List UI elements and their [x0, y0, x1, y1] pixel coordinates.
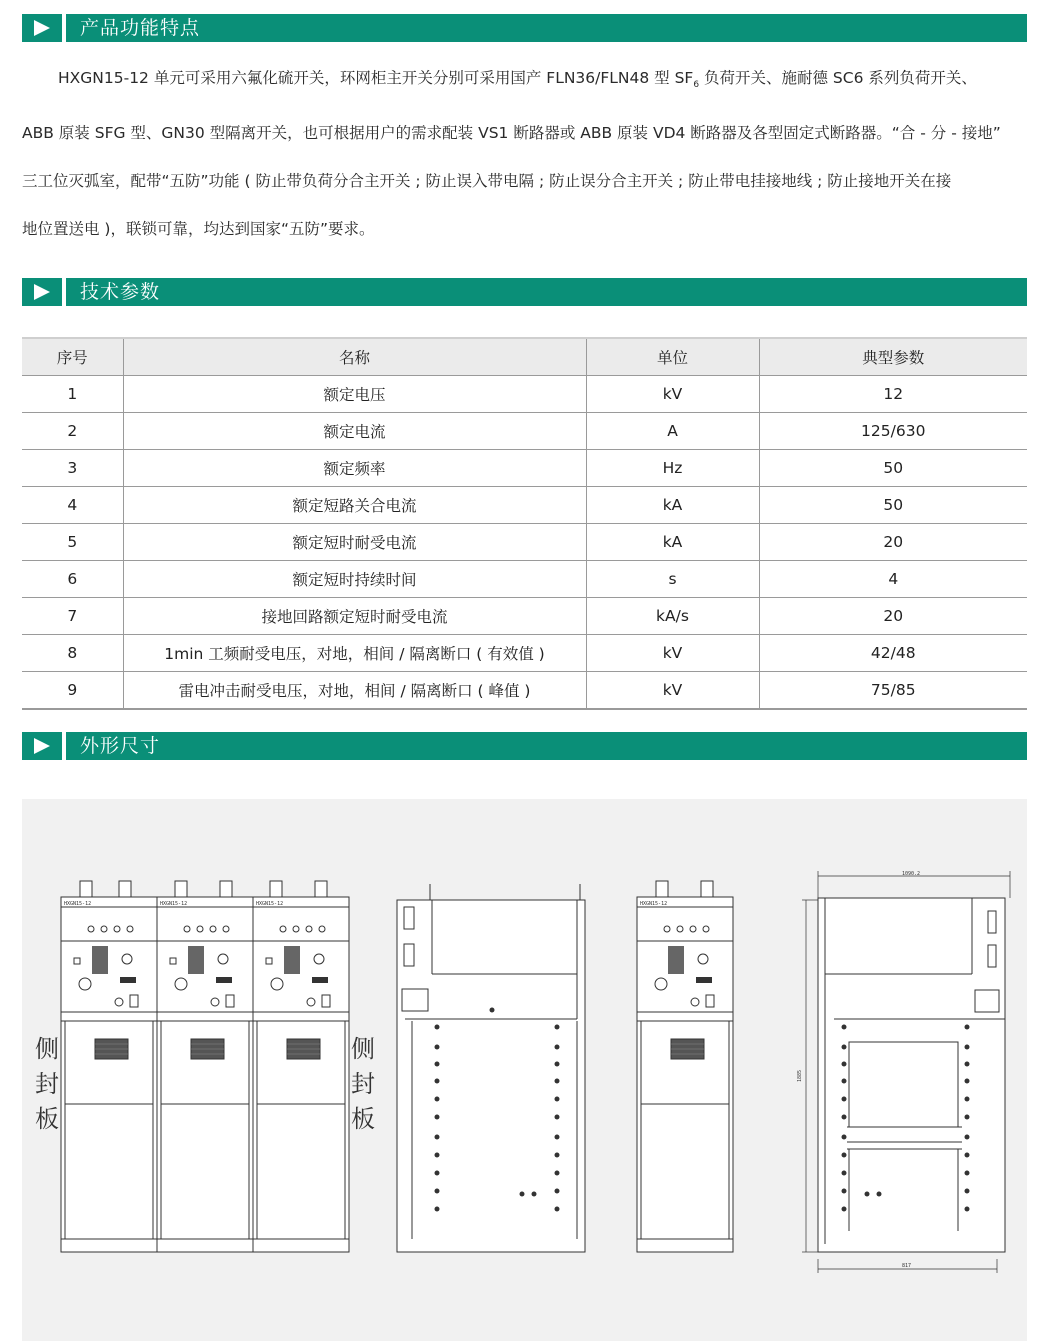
table-row	[22, 376, 1027, 413]
cell-name: 额定短路关合电流	[123, 487, 586, 524]
table-row	[22, 598, 1027, 635]
cell-name: 接地回路额定短时耐受电流	[123, 598, 586, 635]
cell-index: 8	[22, 635, 123, 672]
cell-name: 雷电冲击耐受电压，对地，相间 / 隔离断口 ( 峰值 )	[123, 672, 586, 710]
svg-text:1090.2: 1090.2	[902, 871, 921, 877]
cell-unit: kV	[586, 635, 759, 672]
svg-text:HXGN15-12: HXGN15-12	[640, 901, 668, 907]
table-row	[22, 524, 1027, 561]
cell-value: 50	[759, 450, 1027, 487]
cell-name: 额定电流	[123, 413, 586, 450]
section-title: 技术参数	[80, 281, 161, 303]
col-header-name: 名称	[123, 338, 586, 376]
cell-unit: kV	[586, 376, 759, 413]
col-header-value: 典型参数	[759, 338, 1027, 376]
cell-value: 42/48	[759, 635, 1027, 672]
cell-index: 6	[22, 561, 123, 598]
section-title: 产品功能特点	[80, 17, 201, 39]
cell-name: 额定短时耐受电流	[123, 524, 586, 561]
section-header-features	[22, 14, 1027, 42]
cell-value: 75/85	[759, 672, 1027, 710]
cell-index: 3	[22, 450, 123, 487]
dimension-drawing	[22, 799, 1027, 1341]
section-header-dimensions	[22, 732, 1027, 760]
section-header-specs	[22, 278, 1027, 306]
col-header-unit: 单位	[586, 338, 759, 376]
table-row	[22, 635, 1027, 672]
cell-value: 125/630	[759, 413, 1027, 450]
cell-value: 4	[759, 561, 1027, 598]
section-title: 外形尺寸	[80, 735, 161, 757]
side-panel-label-left: 侧 封 板	[35, 1035, 59, 1133]
cell-unit: kA	[586, 524, 759, 561]
cell-unit: Hz	[586, 450, 759, 487]
cell-index: 2	[22, 413, 123, 450]
cell-name: 1min 工频耐受电压，对地，相间 / 隔离断口 ( 有效值 )	[123, 635, 586, 672]
cell-name: 额定电压	[123, 376, 586, 413]
table-row	[22, 450, 1027, 487]
svg-text:HXGN15-12: HXGN15-12	[160, 901, 188, 907]
side-view-frame-2	[797, 871, 1010, 1273]
play-arrow-icon	[22, 278, 62, 306]
cell-unit: kA/s	[586, 598, 759, 635]
cell-index: 5	[22, 524, 123, 561]
cell-value: 20	[759, 598, 1027, 635]
svg-text:HXGN15-12: HXGN15-12	[64, 901, 92, 907]
cell-name: 额定短时持续时间	[123, 561, 586, 598]
cell-index: 4	[22, 487, 123, 524]
table-row	[22, 561, 1027, 598]
play-arrow-icon	[22, 14, 62, 42]
cell-index: 9	[22, 672, 123, 710]
spec-table	[22, 337, 1027, 710]
side-panel-label-right: 侧 封 板	[351, 1035, 375, 1133]
side-view-frame-1	[397, 884, 585, 1252]
table-header-row	[22, 338, 1027, 376]
cell-unit: s	[586, 561, 759, 598]
svg-text:HXGN15-12: HXGN15-12	[256, 901, 284, 907]
cell-unit: kA	[586, 487, 759, 524]
cell-name: 额定频率	[123, 450, 586, 487]
front-view-three-cabinets	[61, 881, 349, 1252]
col-header-index: 序号	[22, 338, 123, 376]
table-row	[22, 413, 1027, 450]
cell-unit: A	[586, 413, 759, 450]
cell-unit: kV	[586, 672, 759, 710]
cell-value: 20	[759, 524, 1027, 561]
svg-text:817: 817	[902, 1263, 912, 1269]
play-arrow-icon	[22, 732, 62, 760]
cell-value: 12	[759, 376, 1027, 413]
features-paragraph: HXGN15-12 单元可采用六氟化硫开关，环网柜主开关分别可采用国产 FLN36/FLN48 型 $SF_6$ 负荷开关、施耐德 SC6 系列负荷开关、 ABB 原装 SFG 型、GN30 型隔离开关，也可根据用户的需求配装 VS1 断路器或 ABB 原装 VD4 断路器及各型固定式断路器。“合 - 分 - 接地” 三工位灭弧室，配带“五防”功能 ( 防止带负荷分合主开关 ; 防止误入带电隔 ; 防止误分合主开关 ; 防止带电挂接地线 ; 防止接地开关在接 地位置送电 )，联锁可靠，均达到国家“五防”要求。	[22, 69, 1001, 239]
cell-value: 50	[759, 487, 1027, 524]
table-row	[22, 487, 1027, 524]
cell-index: 1	[22, 376, 123, 413]
svg-text:1885: 1885	[797, 1069, 803, 1082]
cell-index: 7	[22, 598, 123, 635]
table-row	[22, 672, 1027, 710]
front-view-single-cabinet	[637, 881, 733, 1252]
